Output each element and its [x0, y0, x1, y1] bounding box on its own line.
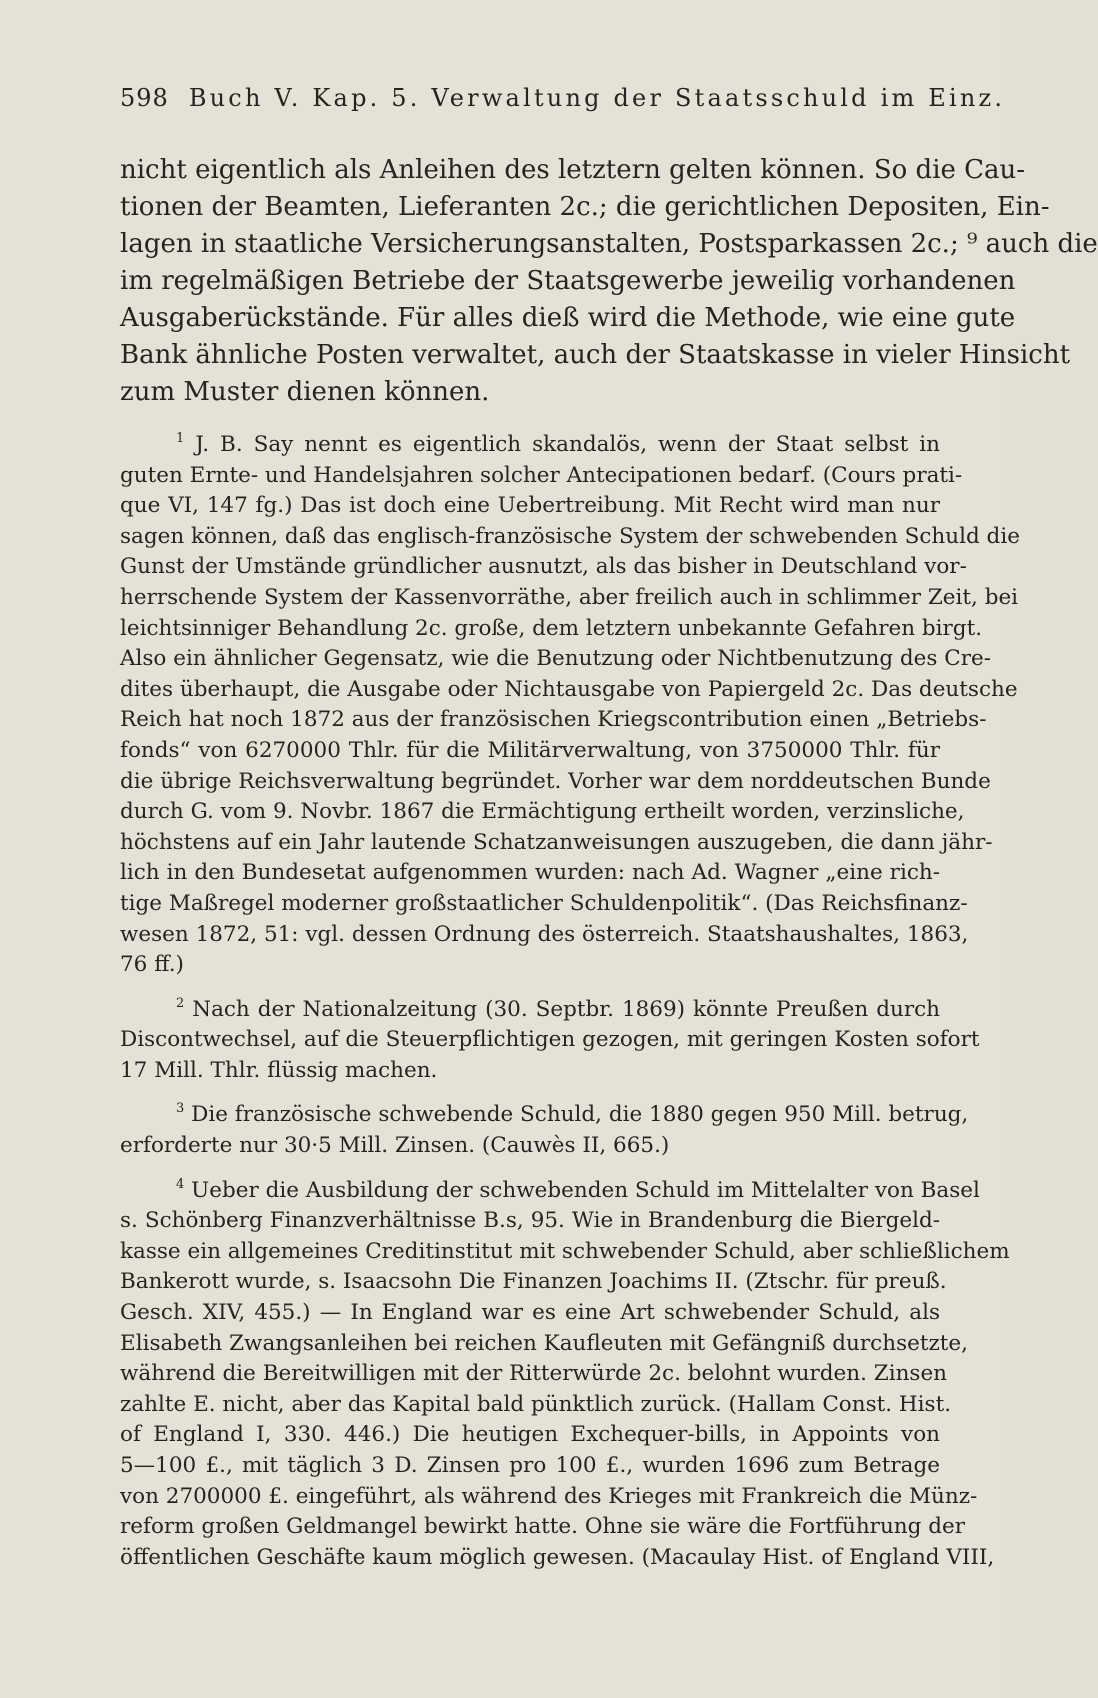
main-text-line: Bank ähnliche Posten verwaltet, auch der Staatskasse in vieler Hinsicht [120, 340, 1071, 370]
footnote-line: wesen 1872, 51: vgl. dessen Ordnung des österreich. Staatshaushaltes, 1863, [120, 921, 969, 947]
footnote-line: höchstens auf ein Jahr lautende Schatzanweisungen auszugeben, die dann jähr- [120, 829, 993, 855]
footnote-line: 76 ff.) [120, 952, 184, 978]
main-text-line: im regelmäßigen Betriebe der Staatsgewerbe jeweilig vorhandenen [120, 266, 1016, 296]
footnote-line [120, 1100, 969, 1131]
footnote-line: zahlte E. nicht, aber das Kapital bald pünktlich zurück. (Hallam Const. Hist. [120, 1391, 952, 1417]
footnote-text: Ueber die Ausbildung der schwebenden Schuld im Mittelalter von Basel [191, 1177, 980, 1203]
footnote-line: fonds“ von 6270000 Thlr. für die Militärverwaltung, von 3750000 Thlr. für [120, 737, 940, 763]
main-text [120, 152, 1098, 411]
main-text-line: tionen der Beamten, Lieferanten 2c.; die gerichtlichen Depositen, Ein- [120, 192, 1050, 222]
footnote-line: die übrige Reichsverwaltung begründet. Vorher war dem norddeutschen Bunde [120, 768, 991, 794]
footnote-line: of England I, 330. 446.) Die heutigen Exchequer-bills, in Appoints von [120, 1422, 940, 1448]
footnote-line: sagen können, daß das englisch-französische System der schwebenden Schuld die [120, 523, 1020, 549]
footnote-marker: 3 [176, 1101, 185, 1117]
footnote-line [120, 995, 940, 1026]
footnote-line: Discontwechsel, auf die Steuerpflichtigen gezogen, mit geringen Kosten sofort [120, 1027, 980, 1053]
footnote-line: leichtsinniger Behandlung 2c. große, dem letztern unbekannte Gefahren birgt. [120, 615, 983, 641]
main-text-line: zum Muster dienen können. [120, 377, 490, 407]
footnote-1 [120, 430, 1020, 981]
footnote-line: Gunst der Umstände gründlicher ausnutzt, als das bisher in Deutschland vor- [120, 554, 967, 580]
footnote-line: 17 Mill. Thlr. flüssig machen. [120, 1057, 438, 1083]
footnote-line: reform großen Geldmangel bewirkt hatte. Ohne sie wäre die Fortführung der [120, 1514, 966, 1540]
footnote-4 [120, 1176, 1010, 1574]
footnote-line: lich in den Bundesetat aufgenommen wurden: nach Ad. Wagner „eine rich- [120, 860, 940, 886]
footnote-line: erforderte nur 30·5 Mill. Zinsen. (Cauwès II, 665.) [120, 1133, 670, 1159]
footnote-line: Gesch. XIV, 455.) — In England war es eine Art schwebender Schuld, als [120, 1300, 940, 1326]
footnote-text: Die französische schwebende Schuld, die 1880 gegen 950 Mill. betrug, [191, 1102, 969, 1128]
main-text-line: lagen in staatliche Versicherungsanstalten, Postsparkassen 2c.; ⁹ auch die [120, 229, 1098, 259]
footnote-line: herrschende System der Kassenvorräthe, aber freilich auch in schlimmer Zeit, bei [120, 584, 1019, 610]
footnote-line: tige Maßregel moderner großstaatlicher Schuldenpolitik“. (Das Reichsfinanz- [120, 890, 968, 916]
footnote-3 [120, 1100, 969, 1161]
footnote-line: dites überhaupt, die Ausgabe oder Nichtausgabe von Papiergeld 2c. Das deutsche [120, 676, 1018, 702]
footnote-line: durch G. vom 9. Novbr. 1867 die Ermächtigung ertheilt worden, verzinsliche, [120, 799, 965, 825]
footnote-2 [120, 995, 980, 1087]
footnote-line: Reich hat noch 1872 aus der französischen Kriegscontribution einen „Betriebs- [120, 707, 987, 733]
page-header [120, 84, 1006, 112]
footnote-text: J. B. Say nennt es eigentlich skandalös, wenn der Staat selbst in [195, 432, 940, 457]
footnote-line: Bankerott wurde, s. Isaacsohn Die Finanzen Joachims II. (Ztschr. für preuß. [120, 1269, 947, 1295]
footnote-line: Also ein ähnlicher Gegensatz, wie die Benutzung oder Nichtbenutzung des Cre- [120, 646, 991, 672]
footnote-line: kasse ein allgemeines Creditinstitut mit schwebender Schuld, aber schließlichem [120, 1238, 1010, 1264]
footnote-line [120, 430, 940, 461]
footnote-line: von 2700000 £. eingeführt, als während des Krieges mit Frankreich die Münz- [120, 1483, 978, 1509]
footnote-line: 5—100 £., mit täglich 3 D. Zinsen pro 100 £., wurden 1696 zum Betrage [120, 1453, 940, 1478]
footnote-marker: 2 [176, 995, 185, 1011]
footnote-line: während die Bereitwilligen mit der Ritterwürde 2c. belohnt wurden. Zinsen [120, 1361, 948, 1387]
footnote-line: Elisabeth Zwangsanleihen bei reichen Kaufleuten mit Gefängniß durchsetzte, [120, 1330, 968, 1356]
footnote-text: Nach der Nationalzeitung (30. Septbr. 1869) könnte Preußen durch [192, 996, 940, 1022]
footnote-marker: 1 [176, 431, 185, 446]
main-text-line: Ausgaberückstände. Für alles dieß wird die Methode, wie eine gute [120, 303, 1016, 333]
running-title: Buch V. Kap. 5. Verwaltung der Staatsschuld im Einz. [188, 84, 1006, 112]
page-number: 598 [120, 84, 169, 112]
footnote-line: öffentlichen Geschäfte kaum möglich gewesen. (Macaulay Hist. of England VIII, [120, 1544, 995, 1570]
main-text-line: nicht eigentlich als Anleihen des letztern gelten können. So die Cau- [120, 155, 1026, 185]
footnotes [120, 430, 1020, 1587]
footnote-line: guten Ernte- und Handelsjahren solcher Antecipationen bedarf. (Cours prati- [120, 462, 963, 488]
footnote-line: s. Schönberg Finanzverhältnisse B.s, 95. Wie in Brandenburg die Biergeld- [120, 1208, 940, 1234]
footnote-line [120, 1176, 980, 1207]
footnote-marker: 4 [176, 1176, 185, 1192]
footnote-line: que VI, 147 fg.) Das ist doch eine Uebertreibung. Mit Recht wird man nur [120, 493, 940, 519]
